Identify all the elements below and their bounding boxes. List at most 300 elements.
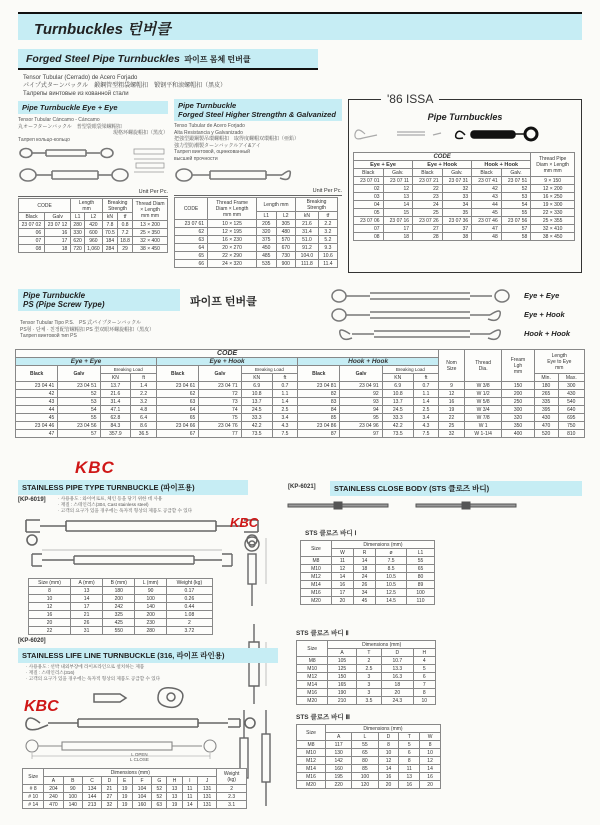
table-row [23, 785, 247, 793]
table-cell: 100 [63, 793, 82, 801]
page-title: Turnbuckles 턴버클 [34, 21, 171, 38]
table-cell: 65 [352, 749, 378, 757]
table-cell: 14 [354, 557, 376, 565]
table-cell: 430 [534, 414, 558, 422]
table-cell: 63 [157, 398, 199, 406]
table-cell: 23 07 56 [501, 217, 531, 225]
table-cell: 47.1 [100, 406, 131, 414]
table-row [175, 220, 338, 228]
desc-line: Талреп кольцо-кольцо [18, 136, 70, 143]
col-a: A [44, 777, 63, 785]
ps-drawings [330, 286, 582, 343]
table-cell: 64 [157, 406, 199, 414]
table-row [16, 414, 585, 422]
table-cell: 144 [82, 793, 101, 801]
kp6019-table-head [29, 579, 213, 587]
table-row [301, 565, 435, 573]
table-cell: 48 [472, 233, 502, 241]
title-line: Pipe Turnbuckle [23, 291, 86, 300]
table-cell: 84.3 [100, 422, 131, 430]
table-cell: 43 [472, 193, 502, 201]
panel-higher-strength [174, 99, 342, 268]
table-cell: 4.3 [272, 422, 297, 430]
table-row [297, 673, 436, 681]
table-cell: 25 [439, 422, 465, 430]
table-cell: 3.5 [356, 697, 381, 705]
table-cell: 73.5 [382, 430, 413, 438]
table-row [29, 627, 213, 635]
table-cell: 89 [407, 581, 435, 589]
table-cell: 430 [558, 390, 584, 398]
table-cell: M8 [297, 657, 328, 665]
table-row [29, 611, 213, 619]
table-cell: 10 [420, 749, 441, 757]
table-cell: 21.6 [296, 220, 319, 228]
table-cell: 24.5 [382, 406, 413, 414]
table-cell: 425 [103, 619, 135, 627]
table-cell: 23 [413, 193, 443, 201]
col-dims: Dimensions (mm) [326, 725, 441, 733]
table-cell: M14 [297, 765, 326, 773]
table-cell: 23 04 41 [16, 382, 58, 390]
table-row [297, 781, 441, 789]
desc-line: 現格环螺旋帽扣（黑皮） [112, 130, 168, 136]
table-cell: W 7/8 [464, 414, 501, 422]
table-cell: 23 07 26 [413, 217, 443, 225]
table-row [175, 252, 338, 260]
table-cell: M20 [297, 781, 326, 789]
close-body-drawing-1 [236, 534, 276, 612]
table-row [354, 193, 575, 201]
table-cell: M12 [297, 673, 328, 681]
table-cell: 20 [382, 689, 413, 697]
table-cell: 28 [413, 233, 443, 241]
table-cell: 110 [407, 597, 435, 605]
table-row [16, 406, 585, 414]
table-cell: 53 [501, 193, 531, 201]
ps-header [18, 289, 180, 311]
table-row [16, 422, 585, 430]
table-cell: 52 [501, 185, 531, 193]
table-cell: 23 07 61 [175, 220, 208, 228]
table-cell: 38 × 450 [531, 233, 575, 241]
table-cell: 19 × 300 [531, 201, 575, 209]
kp6020-table-head [23, 769, 247, 785]
table-cell: 23 07 41 [472, 177, 502, 185]
col-thread-dia: Thread Dia. [464, 350, 501, 382]
table-cell: M8 [297, 741, 326, 749]
table-cell: 55 [352, 741, 378, 749]
table-row [301, 557, 435, 565]
col-e: E [117, 777, 132, 785]
table-cell: 140 [63, 801, 82, 809]
table-cell: 420 [84, 221, 102, 229]
table-row [301, 581, 435, 589]
table-cell: W 1 [464, 422, 501, 430]
table-cell: 94 [340, 406, 382, 414]
title-line: Forged Steel Higher Strengthn & Galvanized [178, 110, 336, 119]
col-dims: Dimensions (mm) [331, 541, 434, 549]
table-row [297, 757, 441, 765]
table-cell: 13 [167, 785, 182, 793]
table-cell: 13 [383, 193, 413, 201]
table-cell: 100 [407, 589, 435, 597]
table-cell: 11 [331, 557, 353, 565]
bullet-line: · 재질 : 스테인리스(304, Cast stainless steel) [58, 502, 149, 507]
table-cell: 20 [378, 781, 399, 789]
table-cell: 14 [182, 801, 197, 809]
col-hh: Hook + Hook [472, 161, 531, 169]
table-cell: 22 [439, 414, 465, 422]
table-cell: 20 [29, 619, 71, 627]
table-cell: 10 [413, 697, 436, 705]
table-cell: 18 [354, 565, 376, 573]
table-cell: 12 [439, 390, 465, 398]
table-cell: 400 [502, 430, 534, 438]
table-cell: 7.5 [413, 430, 438, 438]
table-cell: 550 [103, 627, 135, 635]
table-cell: 24.5 [241, 406, 272, 414]
table-cell: 45 [16, 414, 58, 422]
table-cell: 22 × 290 [208, 252, 257, 260]
table-cell: M12 [301, 573, 332, 581]
table-cell: 2.5 [356, 665, 381, 673]
bullet-line: · 사용용도 : 와이어로프, 체인 등을 당기 위한 데 사용 [58, 496, 163, 501]
table-cell: 5 [399, 741, 420, 749]
col-hh: Hook + Hook [298, 358, 439, 366]
table-cell: M16 [297, 689, 328, 697]
table-row [301, 597, 435, 605]
table-cell: 18 [383, 233, 413, 241]
table-cell: 65 [407, 565, 435, 573]
col-black: Black [19, 213, 45, 221]
table-cell: 14 [383, 201, 413, 209]
col-breaking-load: Breaking Load [241, 366, 297, 374]
table-cell: 21 [102, 785, 117, 793]
table-cell: 32 [442, 185, 472, 193]
table-cell: 25 × 350 [133, 229, 168, 237]
col-kn: KN [241, 374, 272, 382]
desc-line: Alta Resistancia y Galvanizado [174, 129, 243, 136]
table-cell: 325 [103, 611, 135, 619]
table-cell: 52 [152, 785, 167, 793]
table-cell: 91.2 [296, 244, 319, 252]
table-cell: 55 [58, 414, 100, 422]
col-a: A [326, 733, 352, 741]
table-cell: 52 [152, 793, 167, 801]
turnbuckle-eye-eye-drawing [18, 143, 168, 189]
table-cell: 18.8 [118, 237, 133, 245]
table-cell: 14 [331, 573, 353, 581]
table-cell: 540 [558, 398, 584, 406]
sts1-table [300, 540, 435, 605]
desc-line: 把強型鍛鋼製吊環螺帽扣 取得度螺帽双環帽扣（亜鉛） [174, 136, 300, 142]
kp6021-title: STAINLESS CLOSE BODY (STS 클로즈 바디) [330, 481, 582, 496]
table-cell: 3.1 [217, 801, 247, 809]
table-cell: 38 [442, 233, 472, 241]
table-cell: 65 [175, 252, 208, 260]
table-cell: W 1/2 [464, 390, 501, 398]
table-cell: 22 [413, 185, 443, 193]
table-cell: 9.3 [318, 244, 337, 252]
table-cell: 8.6 [131, 422, 157, 430]
table-cell: 17 [71, 603, 103, 611]
table-cell: 695 [558, 414, 584, 422]
col-black: Black [298, 366, 340, 382]
eye-eye-table-head [19, 199, 168, 221]
table-cell: 67 [157, 430, 199, 438]
table-cell: 23 04 76 [199, 422, 241, 430]
table-cell: 2.3 [217, 793, 247, 801]
col-eh: Eye + Hook [157, 358, 298, 366]
col-h: H [413, 649, 436, 657]
table-cell: 12 × 200 [531, 185, 575, 193]
bullet-line: · 고객의 요구가 있을 경우에는 독자적 형상의 제품도 공급할 수 있다 [58, 508, 193, 513]
table-cell: 12 [383, 185, 413, 193]
table-cell: 92 [340, 390, 382, 398]
table-cell: 32 × 410 [531, 225, 575, 233]
table-cell: 150 [502, 382, 534, 390]
table-cell: 320 [257, 228, 276, 236]
table-cell: 23 04 86 [298, 422, 340, 430]
table-cell: 240 [44, 793, 63, 801]
table-cell: 16 [420, 773, 441, 781]
desc-line: Талреп винтовой, оцинкованный [174, 149, 250, 155]
table-cell: 9 × 150 [531, 177, 575, 185]
table-cell: 31 [71, 627, 103, 635]
col-kn: kN [296, 212, 319, 220]
table-cell: 14 [71, 595, 103, 603]
col-thread: Thread Pipe Diam × Length mm mm [531, 153, 575, 177]
table-cell: M20 [297, 697, 328, 705]
col-breaking: Breaking Strength [102, 199, 132, 213]
col-w: W [420, 733, 441, 741]
table-cell: 6.9 [382, 382, 413, 390]
table-cell: 330 [71, 229, 85, 237]
table-cell: 44 [472, 201, 502, 209]
table-cell: 20 [331, 597, 353, 605]
table-cell: 63 [175, 236, 208, 244]
table-cell: 131 [197, 793, 216, 801]
title-line: Pipe Turnbuckle [178, 101, 237, 110]
table-cell: 13 × 200 [133, 221, 168, 229]
table-cell: 57 [501, 225, 531, 233]
col-ft: ft [131, 374, 157, 382]
table-cell: 20 [420, 781, 441, 789]
table-cell: 13.7 [100, 382, 131, 390]
col-nom-size: Nom Size [439, 350, 465, 382]
table-cell: 12 [331, 565, 353, 573]
ps-eye-eye-drawing [330, 287, 520, 305]
table-cell: 195 [326, 773, 352, 781]
table-cell: 51.0 [296, 236, 319, 244]
table-cell: # 10 [23, 793, 44, 801]
sts2-table [296, 640, 436, 705]
table-cell: 7.5 [376, 557, 407, 565]
table-cell: 10 [29, 595, 71, 603]
table-cell: 2 [166, 619, 212, 627]
col-black: Black [157, 366, 199, 382]
table-cell: 1.08 [166, 611, 212, 619]
col-l: L (mm) [135, 579, 166, 587]
table-cell: 470 [534, 422, 558, 430]
table-cell: 14 [378, 765, 399, 773]
desc-line: высшей прочности [174, 155, 218, 162]
table-cell: 02 [354, 185, 384, 193]
table-cell: W 3/8 [464, 382, 501, 390]
table-cell: 37 [442, 225, 472, 233]
table-cell: 23 07 06 [354, 217, 384, 225]
table-row [175, 228, 338, 236]
table-cell: 58 [501, 233, 531, 241]
desc-line: PS형 · 단체 · 친정配管螺帽扣 PS 型双眼环螺旋帽扣（黑皮） [20, 326, 155, 333]
table-cell: 11 [182, 793, 197, 801]
table-cell: 810 [558, 430, 584, 438]
table-row [297, 697, 436, 705]
table-cell: 14 [420, 765, 441, 773]
table-cell: 10.8 [241, 390, 272, 398]
table-cell: 19 [167, 801, 182, 809]
col-l2: L2 [276, 212, 296, 220]
table-cell: 3.2 [318, 228, 337, 236]
table-cell: 395 [534, 406, 558, 414]
table-cell: 23 07 36 [442, 217, 472, 225]
table-cell: 23 07 12 [45, 221, 71, 229]
table-row [29, 587, 213, 595]
table-cell: 14.5 [376, 597, 407, 605]
col-kn: KN [382, 374, 413, 382]
panel-eye-eye [18, 101, 168, 253]
table-cell: 16 [45, 229, 71, 237]
table-cell: 131 [197, 801, 216, 809]
table-row [297, 657, 436, 665]
kp6020-code: [KP-6020] [18, 638, 46, 644]
table-cell: 16 × 230 [208, 236, 257, 244]
sts1-title: STS 클로즈 바디 Ⅰ [305, 530, 357, 537]
col-code: CODE [16, 350, 439, 358]
table-cell: 2.2 [131, 390, 157, 398]
table-cell: 300 [558, 382, 584, 390]
table-row [297, 741, 441, 749]
ps-desc [20, 320, 320, 340]
col-kn: kN [102, 213, 117, 221]
table-cell: 4.3 [413, 422, 438, 430]
desc-line: Талрепы винтовые из кованной стали [23, 91, 129, 97]
eye-eye-table-body [19, 221, 168, 253]
table-cell: 230 [135, 619, 166, 627]
table-cell: 600 [84, 229, 102, 237]
col-i: I [182, 777, 197, 785]
col-kn: KN [100, 374, 131, 382]
col-max: Max. [558, 374, 584, 382]
hs-table [174, 197, 338, 268]
col-f: F [132, 777, 151, 785]
col-black: Black [354, 169, 384, 177]
table-cell: 375 [257, 236, 276, 244]
table-cell: 33.3 [382, 414, 413, 422]
table-cell: M10 [297, 665, 328, 673]
col-tf: tf [318, 212, 337, 220]
table-cell: 29 [118, 245, 133, 253]
table-cell: 80 [352, 757, 378, 765]
table-row [301, 573, 435, 581]
table-cell: 38 × 450 [133, 245, 168, 253]
table-cell: 53 [58, 398, 100, 406]
table-row [297, 665, 436, 673]
table-cell: 21.6 [100, 390, 131, 398]
col-frame: Thread Frame Diam × Length mm mm [208, 198, 257, 220]
sts2-table-body [297, 657, 436, 705]
col-a: A (mm) [71, 579, 103, 587]
col-length: Length mm [257, 198, 296, 212]
desc-line: パイプ式ターンバックル 鍛鋼管型粗袋螺帽扣 锻钢平和滚螺帽扣（黑皮） [23, 83, 227, 89]
table-cell: 65 [157, 414, 199, 422]
table-cell: 210 [328, 697, 356, 705]
table-cell: 450 [257, 244, 276, 252]
ps-row-eh [330, 305, 582, 324]
col-ee: Eye + Eye [16, 358, 157, 366]
table-cell: M14 [301, 581, 332, 589]
col-tf: tf [118, 213, 133, 221]
table-cell: 32 [439, 430, 465, 438]
col-d: D [382, 649, 413, 657]
table-cell: 73 [199, 398, 241, 406]
table-cell: 85 [352, 765, 378, 773]
table-cell: 0.8 [118, 221, 133, 229]
table-row [354, 233, 575, 241]
table-cell: 62.8 [100, 414, 131, 422]
table-cell: 670 [276, 244, 296, 252]
issa-table-body [354, 177, 575, 241]
table-cell: 64 [175, 244, 208, 252]
table-cell: 90 [63, 785, 82, 793]
table-cell: 83 [298, 398, 340, 406]
col-galv: Galv. [442, 169, 472, 177]
bullet-line: · 사용용도 : 선박 내외부장에 라이프라인으로 설치하는 제품 [26, 664, 145, 669]
table-cell: 35 [442, 209, 472, 217]
section-title: Forged Steel Pipe Turnbuckles [26, 53, 180, 65]
table-cell: 1.4 [272, 398, 297, 406]
table-row [29, 619, 213, 627]
kbc-logo: KBC [24, 698, 59, 715]
kp6020-table [22, 768, 247, 809]
kp6019-table-body [29, 587, 213, 635]
col-l2: L2 [84, 213, 102, 221]
kp6021-stud-drawings [286, 499, 546, 513]
kp6019-bullets [58, 496, 268, 514]
col-w: W [331, 549, 353, 557]
turnbuckle-hs-drawing [174, 162, 334, 188]
table-row [19, 221, 168, 229]
table-cell: 23 07 02 [19, 221, 45, 229]
table-cell: 570 [276, 236, 296, 244]
table-cell: 180 [534, 382, 558, 390]
table-cell: 16.3 [382, 673, 413, 681]
table-cell: 242 [103, 603, 135, 611]
table-cell: 730 [276, 252, 296, 260]
table-cell: 18 [45, 245, 71, 253]
table-cell: 62 [175, 228, 208, 236]
table-row [297, 689, 436, 697]
table-row [354, 209, 575, 217]
table-cell: 2.5 [272, 406, 297, 414]
table-cell: 12 [29, 603, 71, 611]
sts2-title: STS 클로즈 바디 Ⅱ [296, 630, 349, 637]
issa-tag: '86 ISSA [381, 92, 439, 106]
col-ft: ft [413, 374, 438, 382]
ps-title-kr: 파이프 턴버클 [190, 296, 257, 308]
table-cell: 470 [44, 801, 63, 809]
